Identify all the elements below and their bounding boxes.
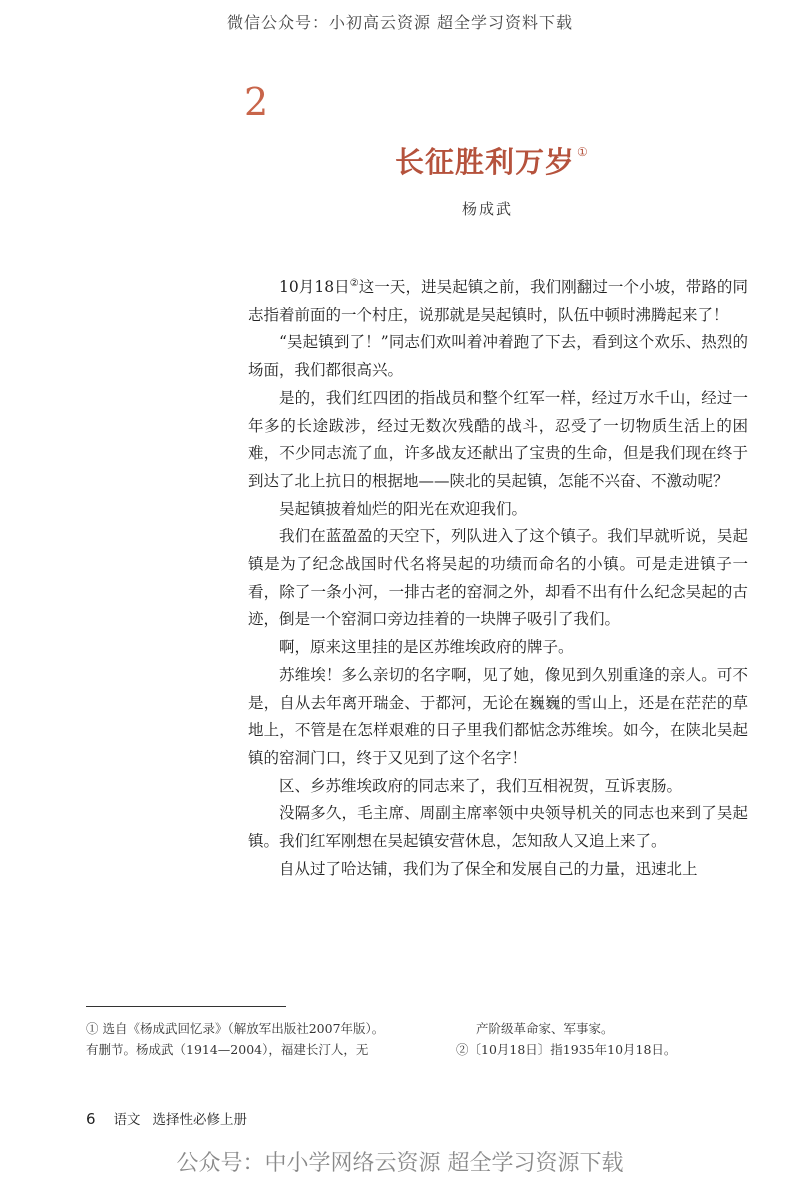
date-footnote-mark: ②: [349, 278, 359, 289]
title-text: 长征胜利万岁: [395, 145, 576, 179]
footnote-column-left: [86, 1018, 406, 1060]
footnote-2: ②〔10月18日〕指1935年10月18日。: [456, 1042, 677, 1057]
chapter-number: 2: [244, 80, 269, 124]
paragraph-8: 区、乡苏维埃政府的同志来了，我们互相祝贺，互诉衷肠。: [279, 776, 683, 795]
title-footnote-mark: ①: [577, 145, 589, 159]
date-text: 10月18日: [279, 278, 350, 296]
page-number: 6: [86, 1110, 96, 1128]
page-footer: [86, 1108, 247, 1128]
paragraph-5: 我们在蓝盈盈的天空下，列队进入了这个镇子。我们早就听说，吴起镇是为了纪念战国时代名将吴起的功绩而命名的小镇。可是走进镇子一看，除了一条小河，一排古老的窑洞之外，却看不出有什么纪念吴起的古迹，倒是一个窑洞口旁边挂着的一块牌子吸引了我们。: [248, 527, 748, 629]
article-title: [395, 140, 589, 181]
footnotes: [86, 1018, 726, 1060]
bottom-watermark: 公众号：中小学网络云资源 超全学习资源下载: [176, 1151, 624, 1176]
footnote-divider: [86, 1006, 286, 1007]
subject-name: 语文: [113, 1112, 141, 1128]
paragraph-10: 自从过了哈达铺，我们为了保全和发展自己的力量，迅速北上: [279, 859, 698, 878]
paragraph-9: 没隔多久，毛主席、周副主席率领中央领导机关的同志也来到了吴起镇。我们红军刚想在吴起镇安营休息，怎知敌人又追上来了。: [248, 804, 748, 851]
article-body: [248, 270, 748, 883]
paragraph-4: 吴起镇披着灿烂的阳光在欢迎我们。: [279, 499, 528, 518]
footnote-1-line-3: 产阶级革命家、军事家。: [476, 1021, 614, 1036]
paragraph-2: “吴起镇到了！”同志们欢叫着冲着跑了下去，看到这个欢乐、热烈的场面，我们都很高兴。: [248, 333, 748, 380]
paragraph-1: [248, 270, 748, 329]
top-watermark: 微信公众号：小初高云资源 超全学习资料下载: [226, 13, 574, 32]
author-name: 杨成武: [462, 200, 514, 218]
footnote-1-line-1: ① 选自《杨成武回忆录》（解放军出版社2007年版）。: [86, 1021, 385, 1036]
paragraph-1-text: 这一天，进吴起镇之前，我们刚翻过一个小坡，带路的同志指着前面的一个村庄，说那就是吴起镇时，队伍中顿时沸腾起来了！: [248, 278, 748, 324]
book-name: 选择性必修上册: [152, 1112, 248, 1128]
paragraph-3: 是的，我们红四团的指战员和整个红军一样，经过万水千山，经过一年多的长途跋涉，经过无数次残酷的战斗，忍受了一切物质生活上的困难，不少同志流了血，许多战友还献出了宝贵的生命，但是我们现在终于到达了北上抗日的根据地——陕北的吴起镇，怎能不兴奋、不激动呢？: [248, 388, 748, 490]
paragraph-7: 苏维埃！多么亲切的名字啊，见了她，像见到久别重逢的亲人。可不是，自从去年离开瑞金、于都河，无论在巍巍的雪山上，还是在茫茫的草地上，不管是在怎样艰难的日子里我们都惦念苏维埃。如今，在陕北吴起镇的窑洞门口，终于又见到了这个名字！: [248, 665, 748, 767]
footnote-1-line-2: 有删节。杨成武（1914—2004），福建长汀人，无: [86, 1042, 369, 1057]
paragraph-6: 啊，原来这里挂的是区苏维埃政府的牌子。: [279, 638, 574, 657]
footnote-column-right: [456, 1018, 726, 1060]
